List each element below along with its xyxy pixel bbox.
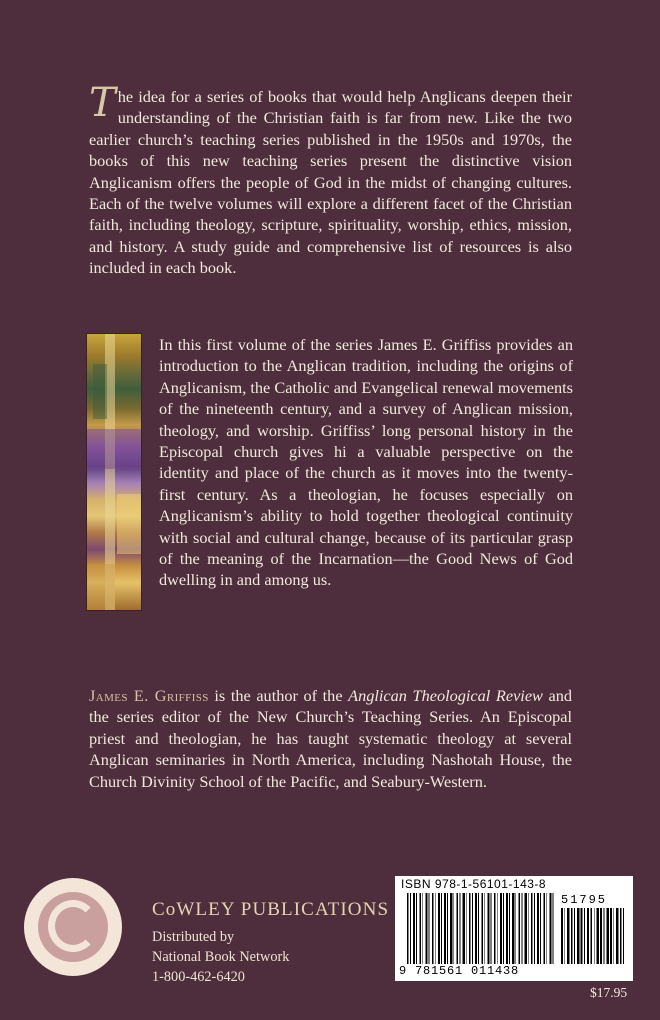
- journal-title: Anglican Theological Review: [348, 686, 543, 705]
- isbn-barcode: [395, 876, 633, 981]
- distributor-phone: 1-800-462-6420: [152, 969, 245, 985]
- price: $17.95: [590, 985, 628, 1000]
- intro-paragraph: [89, 80, 572, 279]
- intro-text: he idea for a series of books that would help Anglicans deepen their understanding of the Christian faith is far from new. Like the two earlier church’s teaching series published in the 1950s and 1970s, the books of this new teaching series present the distinctive vision Anglicanism offers the people of God in the midst of changing cultures. Each of the twelve volumes will explore a different facet of the Christian faith, including theology, scripture, spirituality, worship, ethics, mission, and history. A study guide and comprehensive list of resources is also included in each book.: [89, 87, 572, 278]
- distributor-name: National Book Network: [152, 949, 290, 965]
- barcode-bars: [407, 893, 555, 964]
- author-bio-text-2: and the series editor of the New Church’s Teaching Series. An Episcopal priest and theologian, he has taught systematic theology at several Anglican seminaries in North America, including Nashotah House, the Church Divinity School of the Pacific, and Seabury-Western.: [89, 686, 573, 791]
- barcode-digits: 9 781561 011438: [399, 964, 520, 978]
- drop-cap: T: [89, 80, 116, 126]
- cowley-logo-icon: [24, 878, 122, 976]
- author-bio-text-1: is the author of the: [208, 686, 349, 705]
- isbn-number: ISBN 978-1-56101-143-8: [401, 877, 547, 891]
- stained-glass-artwork: [87, 334, 141, 610]
- publisher-name: CoWLEY PUBLICATIONS: [152, 899, 390, 920]
- distributed-by: Distributed by: [152, 929, 235, 945]
- author-bio: [89, 685, 572, 792]
- price-barcode-bars: [561, 908, 625, 964]
- author-name: James E. Griffiss: [89, 686, 209, 705]
- distribution-info: [152, 927, 289, 987]
- price-code: 51795: [561, 893, 608, 907]
- volume-description: In this first volume of the series James E. Griffiss provides an introduction to the Anglican tradition, including the origins of Anglicanism, the Catholic and Evangelical renewal movements of the nineteenth century, and a survey of Anglican mission, theology, and worship. Griffiss’ long personal history in the Episcopal church gives hi a valuable perspective on the identity and place of the church as it moves into the twenty-first century. As a theologian, he focuses especially on Anglicanism’s ability to hold together theological continuity with social and cultural change, because of its particular grasp of the meaning of the Incarnation—the Good News of God dwelling in and among us.: [159, 335, 573, 590]
